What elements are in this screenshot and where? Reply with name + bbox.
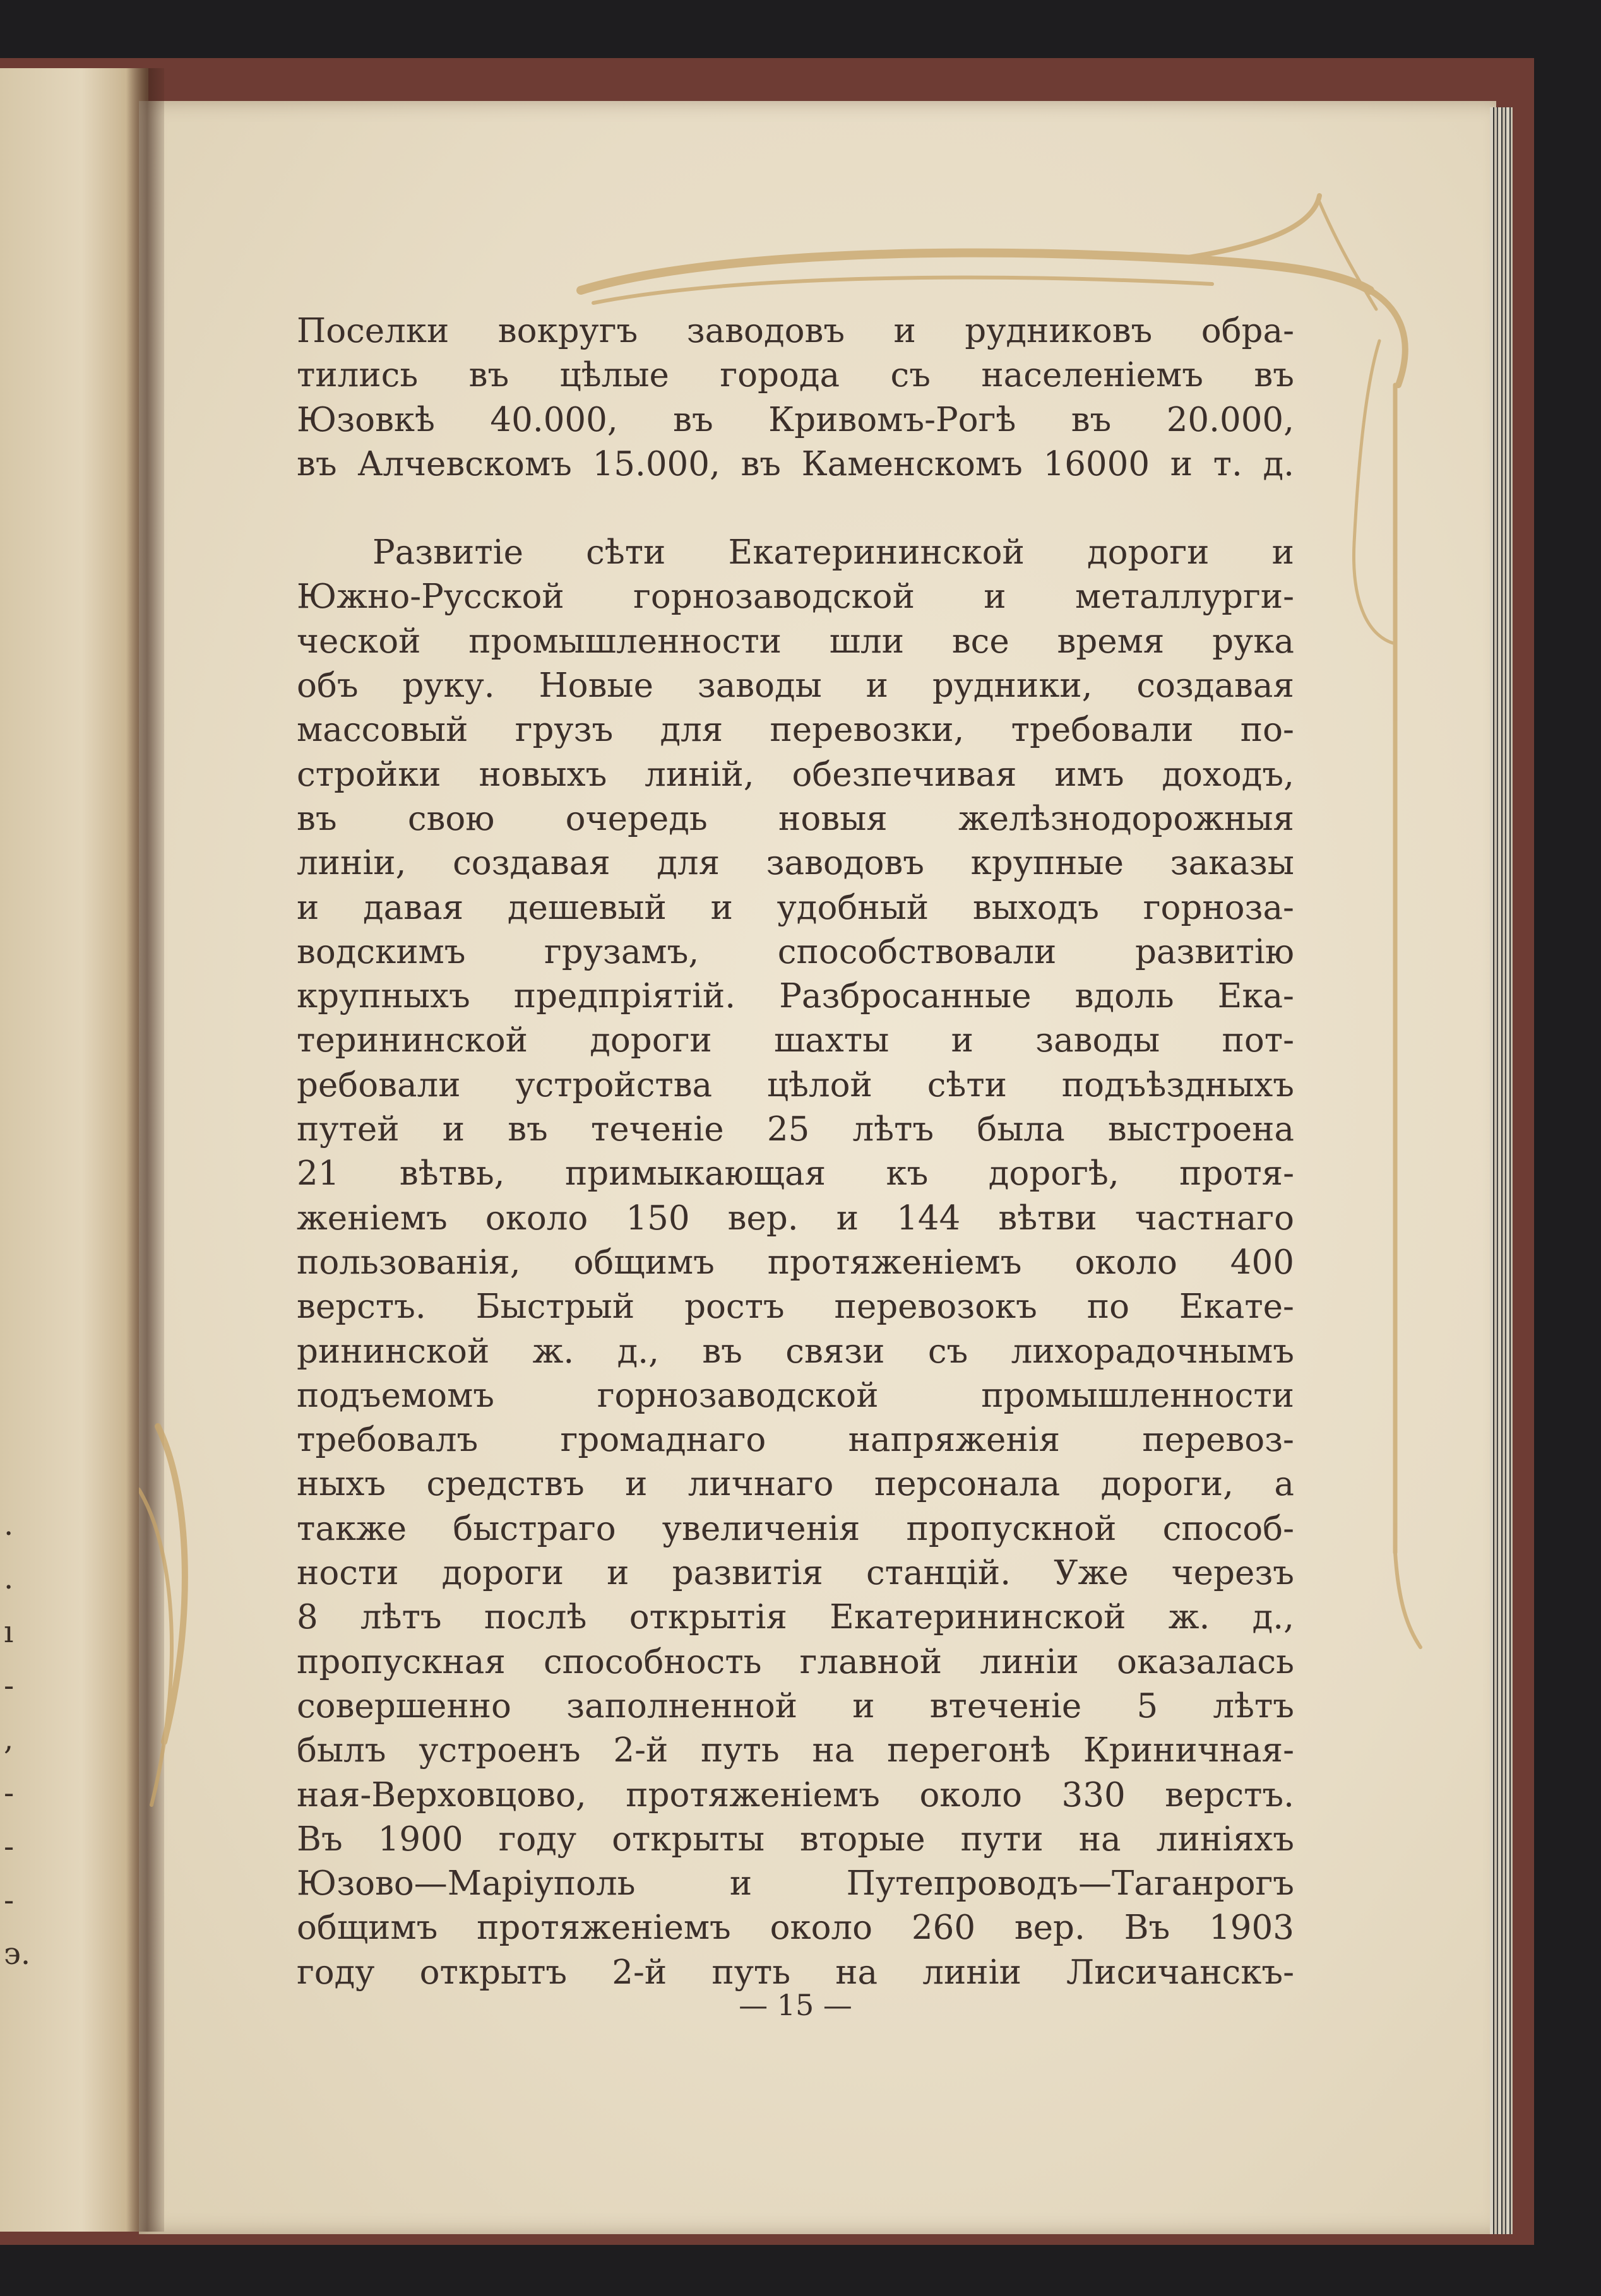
word: дороги	[1087, 533, 1210, 572]
text-line	[297, 1019, 1294, 1063]
text-line	[297, 1551, 1294, 1595]
word: создавая	[1136, 666, 1294, 706]
word: и	[607, 1554, 629, 1593]
word: лихорадочнымъ	[1011, 1332, 1294, 1371]
word: дорогѣ,	[988, 1154, 1119, 1193]
word: ности	[297, 1554, 399, 1593]
text-line	[297, 309, 1294, 353]
word: и	[729, 1864, 753, 1903]
word: Развитiе	[372, 533, 523, 572]
word: 150	[626, 1198, 690, 1238]
word: цѣлой	[766, 1065, 872, 1104]
word: стройки	[297, 755, 441, 794]
word: терининской	[297, 1021, 528, 1060]
word: въ	[508, 1110, 548, 1149]
word: и	[297, 888, 319, 927]
word: персонала	[874, 1465, 1061, 1504]
word: горнозаводской	[633, 577, 915, 617]
word: Екатерининской	[830, 1598, 1126, 1637]
text-line	[297, 531, 1294, 575]
word: объ	[297, 666, 359, 706]
word: обра-	[1201, 312, 1294, 350]
text-line	[297, 1640, 1294, 1684]
word: въ	[1071, 400, 1112, 439]
word: ная-Верховцово,	[297, 1775, 586, 1814]
word: вѣтвь,	[399, 1154, 505, 1193]
word: 260	[911, 1908, 976, 1948]
word: въ	[297, 799, 337, 838]
word: свою	[407, 799, 495, 838]
word: станцiй.	[866, 1554, 1011, 1593]
word: линiй,	[645, 755, 754, 794]
word: втеченiе	[929, 1686, 1082, 1725]
word: также	[297, 1509, 407, 1548]
word: Въ	[297, 1820, 343, 1859]
word: новыя	[778, 799, 888, 838]
text-line	[297, 1330, 1294, 1374]
word: Юзово—Марiуполь	[297, 1864, 636, 1903]
word: 20.000,	[1166, 400, 1294, 439]
left-page-fragment: .	[4, 1507, 14, 1542]
word: 40.000,	[490, 400, 618, 439]
word: и	[852, 1686, 875, 1725]
word: былъ	[297, 1731, 386, 1770]
word: грузамъ,	[544, 932, 699, 971]
word: оказалась	[1117, 1642, 1294, 1681]
word: пот-	[1222, 1021, 1294, 1060]
word: послѣ	[484, 1598, 587, 1637]
word: около	[485, 1198, 588, 1238]
word: пропускная	[297, 1642, 506, 1681]
word: ж.	[1168, 1598, 1210, 1637]
word: примыкающая	[564, 1154, 826, 1193]
text-line	[297, 1418, 1294, 1462]
word: 5	[1136, 1686, 1158, 1725]
word: ребовали	[297, 1065, 461, 1104]
word: лѣтъ	[1213, 1686, 1294, 1725]
text-line	[297, 664, 1294, 708]
text-line	[297, 1684, 1294, 1729]
word: 8	[297, 1598, 318, 1637]
word: крупныхъ	[297, 977, 470, 1016]
word: и	[710, 888, 733, 927]
word: выстроена	[1107, 1110, 1294, 1149]
word: д.,	[1252, 1598, 1294, 1637]
text-line	[297, 1818, 1294, 1862]
word: 21	[297, 1154, 340, 1193]
text-line	[297, 753, 1294, 797]
word: по-	[1240, 711, 1294, 750]
word: устройства	[515, 1065, 713, 1104]
word: 25	[766, 1110, 810, 1149]
word: ческой	[297, 622, 421, 661]
word: создавая	[453, 844, 610, 883]
word: теченiе	[590, 1110, 724, 1149]
word: перевоз-	[1142, 1421, 1294, 1460]
word: въ	[1254, 356, 1294, 395]
word: въ	[297, 444, 337, 483]
text-line	[297, 974, 1294, 1019]
word: заказы	[1170, 844, 1294, 883]
page-number: — 15 —	[739, 1988, 852, 2022]
word: развитiю	[1134, 932, 1294, 971]
word: и	[625, 1465, 648, 1504]
word: металлурги-	[1075, 577, 1294, 617]
word: развитiя	[672, 1554, 823, 1593]
text-line	[297, 1729, 1294, 1773]
word: все	[951, 622, 1009, 661]
word: цѣлые	[559, 356, 669, 395]
word: 15.000,	[592, 444, 720, 483]
left-page-fragment: -	[4, 1829, 15, 1864]
word: давая	[363, 888, 464, 927]
word: доходъ,	[1162, 755, 1294, 794]
word: на	[1078, 1820, 1121, 1859]
word: Екате-	[1179, 1287, 1294, 1327]
word: горнозаводской	[597, 1376, 879, 1415]
word: время	[1057, 622, 1165, 661]
word: требовалъ	[297, 1421, 479, 1460]
word: верстъ.	[1165, 1775, 1294, 1814]
word: 1900	[378, 1820, 463, 1859]
word: съ	[890, 356, 931, 395]
text-line	[297, 1063, 1294, 1108]
word: заводы	[697, 666, 822, 706]
word: Уже	[1054, 1554, 1129, 1593]
text-line	[297, 398, 1294, 442]
word: протяженiемъ	[626, 1775, 880, 1814]
word: д.	[1263, 444, 1294, 483]
left-page-fragment: -	[4, 1668, 15, 1703]
left-page-fragment: ı	[4, 1614, 14, 1650]
left-page-fragment: э.	[4, 1936, 31, 1972]
word: лѣтъ	[360, 1598, 442, 1637]
word: подъѣздныхъ	[1061, 1065, 1294, 1104]
word: д.,	[617, 1332, 659, 1371]
word: на	[812, 1731, 855, 1770]
word: крупные	[970, 844, 1124, 883]
word: заполненной	[566, 1686, 798, 1725]
word: Путепроводъ—Таганрогъ	[846, 1864, 1294, 1903]
word: т.	[1213, 444, 1242, 483]
word: предпрiятiй.	[513, 977, 736, 1016]
word: около	[1074, 1243, 1177, 1282]
text-line	[297, 708, 1294, 752]
word: дороги,	[1100, 1465, 1234, 1504]
word: способность	[544, 1642, 762, 1681]
word: промышленности	[468, 622, 782, 661]
page-body-text	[297, 309, 1294, 1995]
text-line	[297, 1108, 1294, 1152]
word: 1903	[1209, 1908, 1294, 1948]
word: быстраго	[453, 1509, 616, 1548]
word: женiемъ	[297, 1198, 448, 1238]
word: горноза-	[1143, 888, 1294, 927]
left-page-text-fragments	[0, 1507, 31, 2025]
word: заводовъ	[766, 844, 924, 883]
word: на	[835, 1953, 878, 1992]
word: линiяхъ	[1156, 1820, 1294, 1859]
word: грузъ	[515, 711, 614, 750]
word: водскимъ	[297, 932, 466, 971]
word: 330	[1061, 1775, 1126, 1814]
word: 2-й	[612, 1953, 667, 1992]
text-line	[297, 930, 1294, 974]
text-line	[297, 1374, 1294, 1418]
word: и	[951, 1021, 973, 1060]
text-line	[297, 797, 1294, 841]
word: населенiемъ	[981, 356, 1203, 395]
word: протяженiемъ	[767, 1243, 1022, 1282]
word: Разбросанные	[779, 977, 1032, 1016]
text-line	[297, 353, 1294, 398]
word: дешевый	[507, 888, 667, 927]
word: протяженiемъ	[477, 1908, 731, 1948]
word: Екатерининской	[728, 533, 1025, 572]
word: вторые	[800, 1820, 925, 1859]
word: руку.	[402, 666, 495, 706]
word: Новые	[539, 666, 653, 706]
word: году	[498, 1820, 577, 1859]
paragraph-1	[297, 309, 1294, 487]
text-line	[297, 575, 1294, 619]
word: была	[977, 1110, 1065, 1149]
word: рука	[1212, 622, 1294, 661]
word: протя-	[1179, 1154, 1294, 1193]
word: вокругъ	[497, 312, 638, 350]
word: и	[836, 1198, 859, 1238]
word: удобный	[777, 888, 929, 927]
word: лѣтъ	[852, 1110, 934, 1149]
word: связи	[785, 1332, 885, 1371]
word: совершенно	[297, 1686, 511, 1725]
word: громаднаго	[560, 1421, 766, 1460]
word: въ	[702, 1332, 742, 1371]
word: рудниковъ	[965, 312, 1153, 350]
word: рининской	[297, 1332, 490, 1371]
word: города	[720, 356, 840, 395]
word: заводы	[1035, 1021, 1160, 1060]
word: Криничная-	[1083, 1731, 1294, 1770]
word: открыты	[612, 1820, 765, 1859]
word: Кривомъ-Рогѣ	[768, 400, 1016, 439]
word: въ	[468, 356, 509, 395]
word: вѣтви	[998, 1198, 1097, 1238]
word: верстъ.	[297, 1287, 426, 1327]
word: ныхъ	[297, 1465, 386, 1504]
word: требовали	[1011, 711, 1194, 750]
word: открытъ	[419, 1953, 568, 1992]
word: дороги	[441, 1554, 564, 1593]
word: Лисичанскъ-	[1066, 1953, 1294, 1992]
text-line	[297, 1462, 1294, 1506]
word: Каменскомъ	[801, 444, 1023, 483]
word: черезъ	[1171, 1554, 1294, 1593]
text-line	[297, 886, 1294, 930]
word: вдоль	[1074, 977, 1174, 1016]
text-line	[297, 1773, 1294, 1818]
text-line	[297, 442, 1294, 487]
word: линiи,	[297, 844, 407, 883]
word: частнаго	[1134, 1198, 1294, 1238]
word: пропускной	[906, 1509, 1117, 1548]
word: 16000	[1043, 444, 1150, 483]
text-line	[297, 1595, 1294, 1640]
word: устроенъ	[419, 1731, 581, 1770]
text-line	[297, 1906, 1294, 1950]
word: Въ	[1124, 1908, 1170, 1948]
word: около	[770, 1908, 873, 1948]
word: промышленности	[981, 1376, 1294, 1415]
word: новыхъ	[479, 755, 607, 794]
word: путь	[711, 1953, 791, 1992]
word: шли	[829, 622, 905, 661]
word: около	[919, 1775, 1022, 1814]
word: и	[1271, 533, 1294, 572]
word: общимъ	[297, 1908, 438, 1948]
word: сѣти	[586, 533, 666, 572]
text-line	[297, 1241, 1294, 1285]
word: общимъ	[573, 1243, 715, 1282]
word: путей	[297, 1110, 400, 1149]
text-line	[297, 1862, 1294, 1906]
text-line	[297, 620, 1294, 664]
word: 2-й	[613, 1731, 669, 1770]
text-line	[297, 1507, 1294, 1551]
word: для	[660, 711, 723, 750]
left-page-fragment: ,	[4, 1722, 14, 1757]
word: обезпечивая	[792, 755, 1017, 794]
word: перегонѣ	[887, 1731, 1051, 1770]
word: способ-	[1162, 1509, 1294, 1548]
word: шахты	[774, 1021, 890, 1060]
word: а	[1274, 1465, 1294, 1504]
word: перевозокъ	[834, 1287, 1037, 1327]
word: пользованiя,	[297, 1243, 521, 1282]
word: съ	[927, 1332, 968, 1371]
text-line	[297, 1197, 1294, 1241]
word: очередь	[565, 799, 708, 838]
text-line	[297, 1152, 1294, 1196]
word: имъ	[1054, 755, 1124, 794]
word: по	[1086, 1287, 1130, 1327]
word: дороги	[590, 1021, 712, 1060]
word: къ	[886, 1154, 929, 1193]
paragraph-2	[297, 531, 1294, 1995]
text-line	[297, 1285, 1294, 1329]
left-page-fragment: -	[4, 1775, 15, 1811]
word: путь	[701, 1731, 780, 1770]
word: линiи	[922, 1953, 1021, 1992]
word: средствъ	[426, 1465, 585, 1504]
word: и	[893, 312, 916, 350]
word: тились	[297, 356, 419, 395]
word: пути	[960, 1820, 1044, 1859]
word: вер.	[727, 1198, 799, 1238]
word: главной	[799, 1642, 943, 1681]
word: Южно-Русской	[297, 577, 564, 617]
word: въ	[673, 400, 713, 439]
word: подъемомъ	[297, 1376, 495, 1415]
word: сѣти	[927, 1065, 1007, 1104]
word: открытiя	[629, 1598, 787, 1637]
word: Алчевскомъ	[357, 444, 572, 483]
word: заводовъ	[686, 312, 845, 350]
word: выходъ	[972, 888, 1099, 927]
word: для	[657, 844, 720, 883]
word: массовый	[297, 711, 468, 750]
word: линiи	[980, 1642, 1079, 1681]
word: способствовали	[777, 932, 1057, 971]
left-page-fragment: .	[4, 1561, 14, 1596]
word: и	[442, 1110, 465, 1149]
word: и	[1170, 444, 1193, 483]
word: и	[866, 666, 888, 706]
word: вер.	[1014, 1908, 1085, 1948]
word: Юзовкѣ	[297, 400, 435, 439]
word: рудники,	[932, 666, 1093, 706]
word: 144	[896, 1198, 961, 1238]
word: въ	[741, 444, 782, 483]
left-page-fragment: -	[4, 1883, 15, 1918]
text-line	[297, 841, 1294, 885]
word: ростъ	[684, 1287, 785, 1327]
word: и	[984, 577, 1006, 617]
word: увеличенiя	[662, 1509, 860, 1548]
word: ж.	[532, 1332, 574, 1371]
word: личнаго	[687, 1465, 834, 1504]
word: желѣзнодорожныя	[958, 799, 1294, 838]
word: Поселки	[297, 312, 449, 350]
word: году	[297, 1953, 375, 1992]
word: перевозки,	[770, 711, 965, 750]
word: напряженiя	[848, 1421, 1061, 1460]
word: Ека-	[1217, 977, 1294, 1016]
word: Быстрый	[475, 1287, 635, 1327]
word: 400	[1230, 1243, 1294, 1282]
